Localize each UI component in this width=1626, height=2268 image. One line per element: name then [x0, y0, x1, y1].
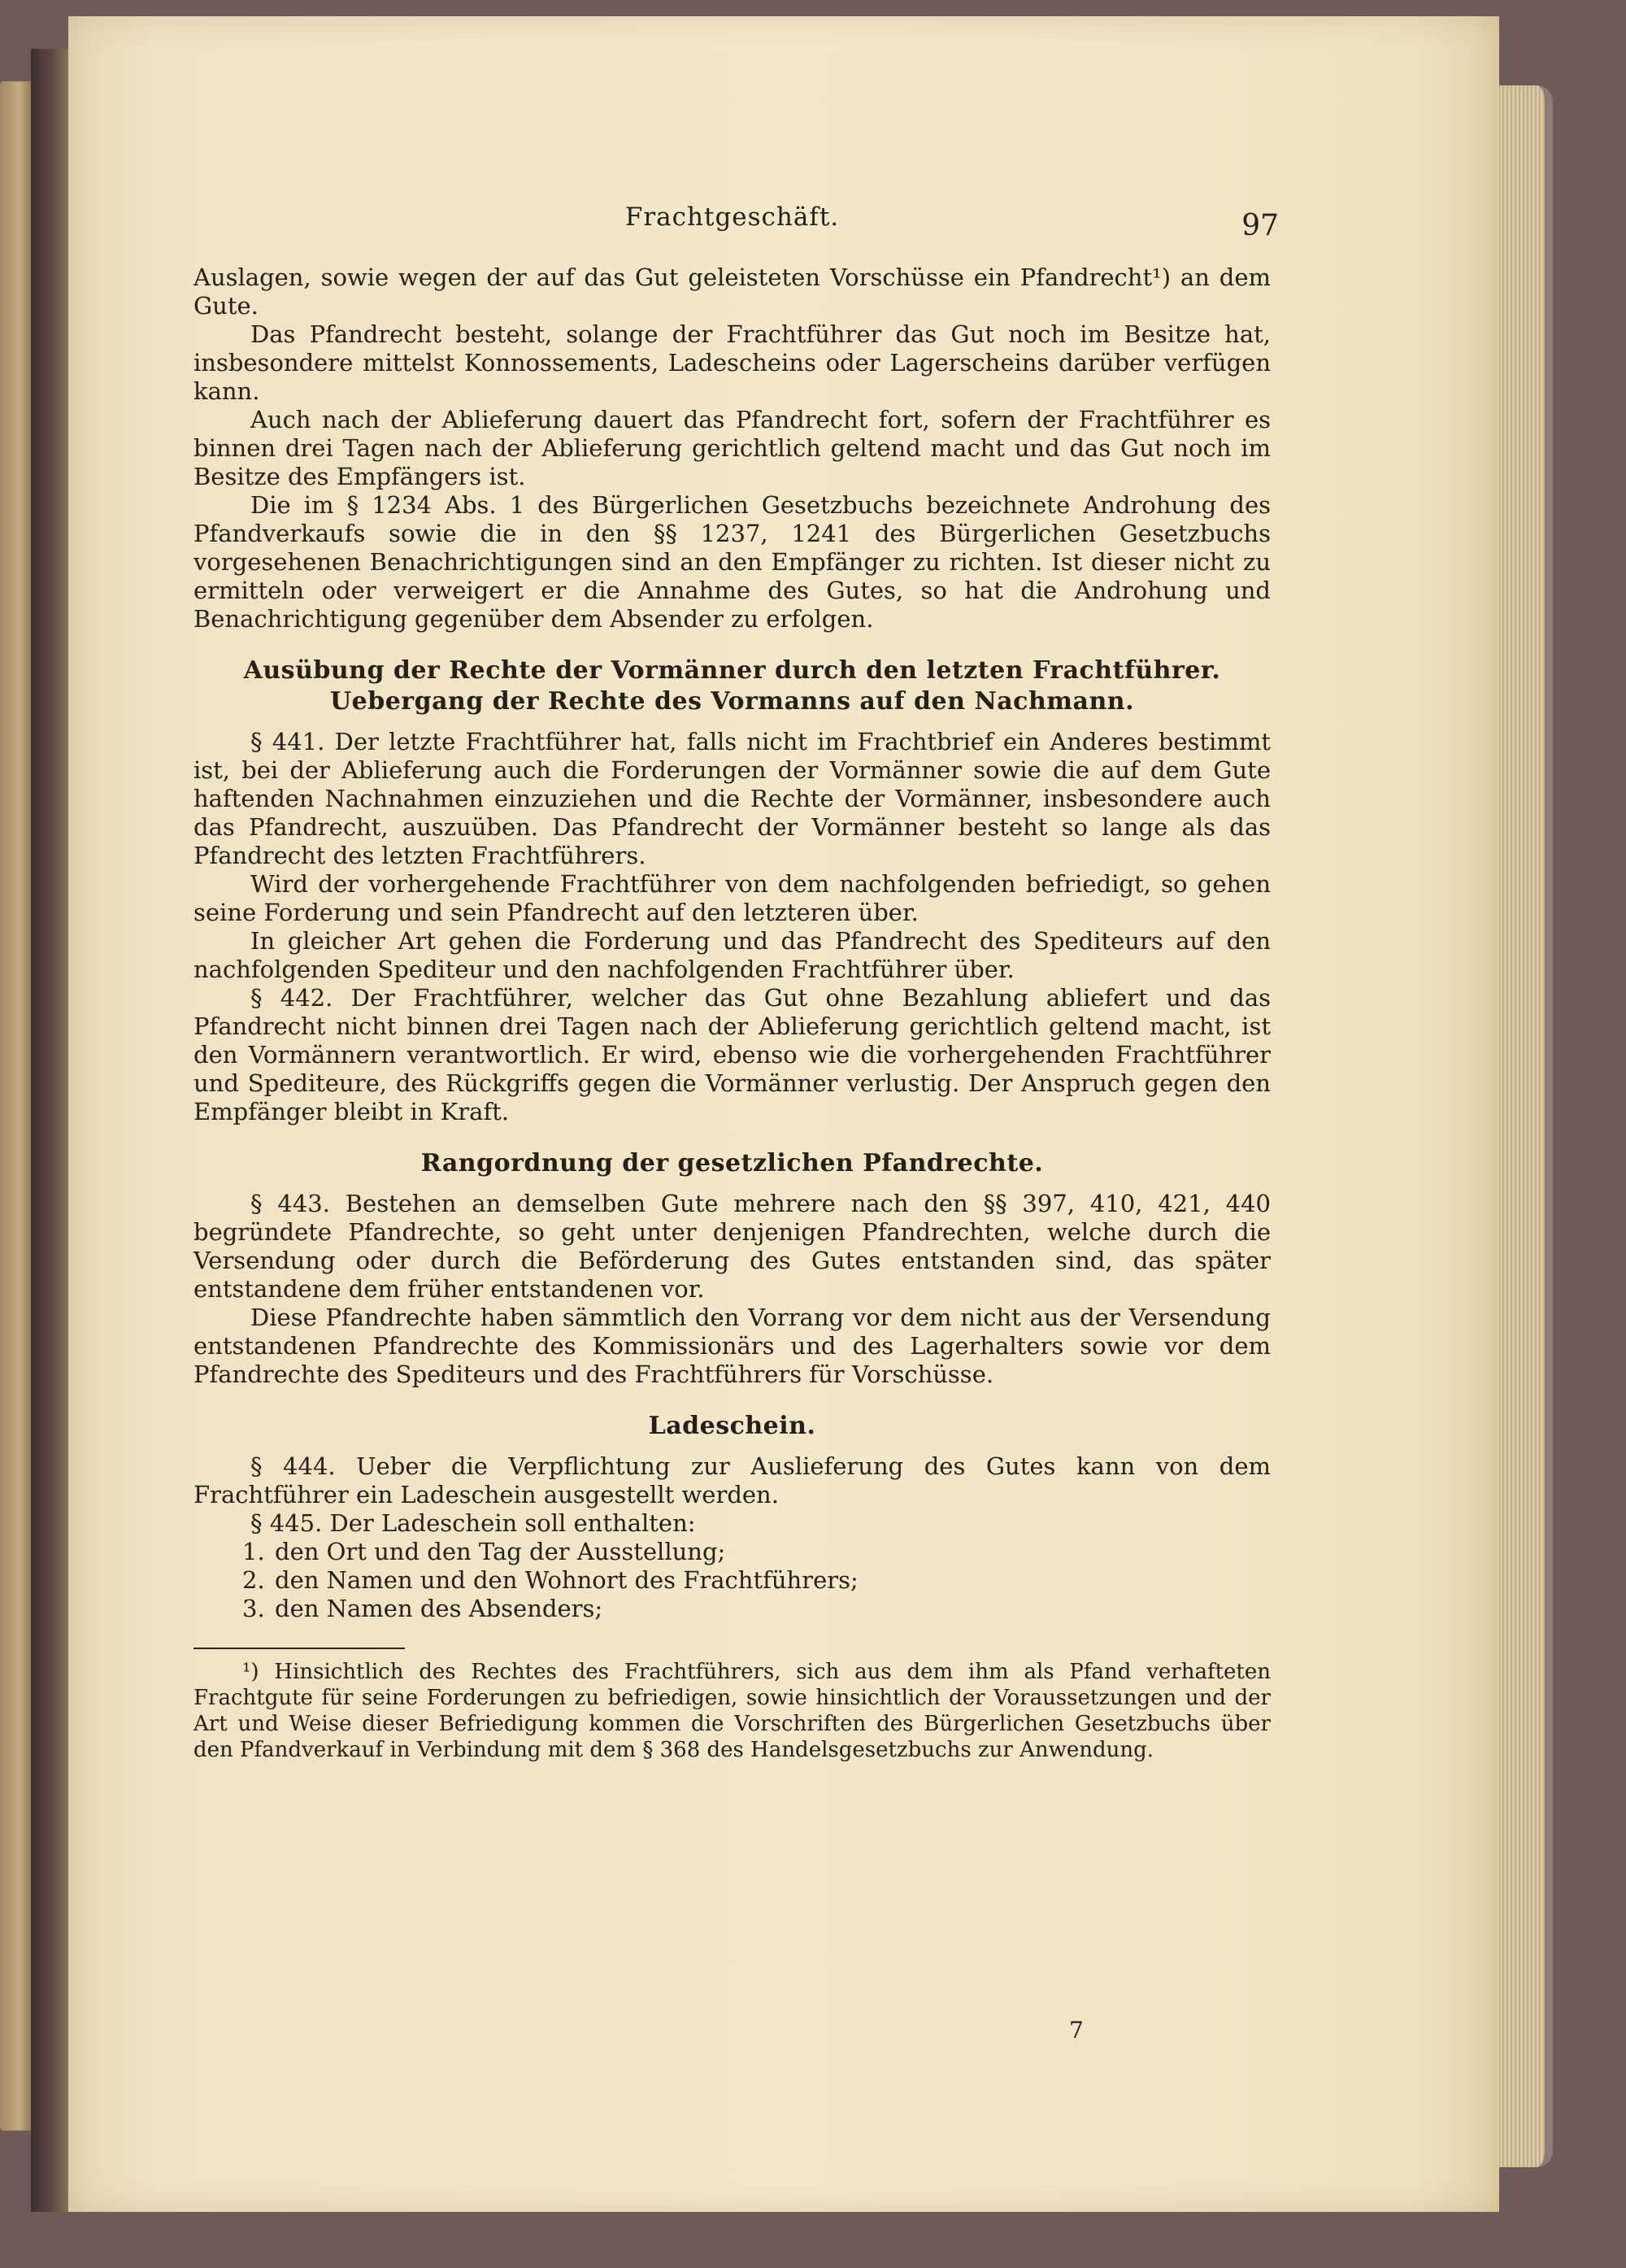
paragraph: Auslagen, sowie wegen der auf das Gut geleisteten Vorschüsse ein Pfandrecht¹) an dem Gute.: [193, 263, 1271, 320]
paragraph: § 441. Der letzte Frachtführer hat, falls nicht im Frachtbrief ein Anderes bestimmt ist, bei der Ablieferung auch die Forderungen der Vormänner sowie die auf dem Gute haftenden Nachnahmen einzuziehen und die Rechte der Vormänner, insbesondere auch das Pfandrecht, auszuüben. Das Pfandrecht der Vormänner besteht so lange als das Pfandrecht des letzten Frachtführers.: [193, 728, 1271, 869]
list-item-text: den Namen und den Wohnort des Frachtführers;: [275, 1566, 859, 1594]
running-head: Frachtgeschäft.: [624, 202, 840, 232]
requirements-list: [193, 1538, 1271, 1623]
page-header: [193, 195, 1279, 252]
list-item-text: den Namen des Absenders;: [275, 1595, 603, 1622]
paragraph: § 444. Ueber die Verpflichtung zur Auslieferung des Gutes kann von dem Frachtführer ein Ladeschein ausgestellt werden.: [193, 1452, 1271, 1508]
paragraph: § 443. Bestehen an demselben Gute mehrere nach den §§ 397, 410, 421, 440 begründete Pfandrechte, so geht unter denjenigen Pfandrechten, welche durch die Versendung oder durch die Beförderung des Gutes entstanden sind, das später entstandene dem früher entstandenen vor.: [193, 1190, 1271, 1303]
footnote-divider: [193, 1648, 405, 1649]
footnote-text: ¹) Hinsichtlich des Rechtes des Frachtführers, sich aus dem ihm als Pfand verhafteten Frachtgute für seine Forderungen zu befriedigen, sowie hinsichtlich der Voraussetzungen und der Art und Weise dieser Befriedigung kommen die Vorschriften des Bürgerlichen Gesetzbuchs über den Pfandverkauf in Verbindung mit dem § 368 des Handelsgesetzbuchs zur Anwendung.: [193, 1660, 1271, 1762]
page-content: [193, 195, 1279, 1763]
facing-page-edge: [0, 81, 33, 2131]
paragraph: In gleicher Art gehen die Forderung und das Pfandrecht des Spediteurs auf den nachfolgenden Spediteur und den nachfolgenden Frachtführer über.: [193, 927, 1271, 983]
paragraph: § 445. Der Ladeschein soll enthalten:: [250, 1509, 696, 1537]
list-item-number: 3.: [242, 1595, 265, 1622]
page-number: 97: [1241, 209, 1279, 242]
list-item: [193, 1538, 1271, 1566]
paragraph: Das Pfandrecht besteht, solange der Frachtführer das Gut noch im Besitze hat, insbesondere mittelst Konnossements, Ladescheins oder Lagerscheins darüber verfügen kann.: [193, 320, 1271, 405]
list-item: [193, 1595, 1271, 1623]
list-item-number: 2.: [242, 1566, 265, 1594]
list-item-text: den Ort und den Tag der Ausstellung;: [275, 1538, 726, 1565]
book-gutter: [31, 49, 72, 2212]
list-item: [193, 1566, 1271, 1595]
paragraph: Wird der vorhergehende Frachtführer von dem nachfolgenden befriedigt, so gehen seine Forderung und sein Pfandrecht auf den letzteren über.: [193, 870, 1271, 926]
footnote: [193, 1659, 1271, 1763]
paragraph: Die im § 1234 Abs. 1 des Bürgerlichen Gesetzbuchs bezeichnete Androhung des Pfandverkaufs sowie die in den §§ 1237, 1241 des Bürgerlichen Gesetzbuchs vorgesehenen Benachrichtigungen sind an den Empfänger zu richten. Ist dieser nicht zu ermitteln oder verweigert er die Annahme des Gutes, so hat die Androhung und Benachrichtigung gegenüber dem Absender zu erfolgen.: [193, 491, 1271, 633]
paragraph: § 442. Der Frachtführer, welcher das Gut ohne Bezahlung abliefert und das Pfandrecht nicht binnen drei Tagen nach der Ablieferung gerichtlich geltend macht, ist den Vormännern verantwortlich. Er wird, ebenso wie die vorhergehenden Frachtführer und Spediteure, des Rückgriffs gegen die Vormänner verlustig. Der Anspruch gegen den Empfänger bleibt in Kraft.: [193, 984, 1271, 1125]
section-heading: Ladeschein.: [648, 1412, 816, 1440]
section-subheading: Uebergang der Rechte des Vormanns auf den Nachmann.: [329, 687, 1135, 716]
paragraph: Auch nach der Ablieferung dauert das Pfandrecht fort, sofern der Frachtführer es binnen drei Tagen nach der Ablieferung gerichtlich geltend macht und das Gut noch im Besitze des Empfängers ist.: [193, 406, 1271, 490]
section-heading: Rangordnung der gesetzlichen Pfandrechte.: [420, 1149, 1044, 1178]
list-item-number: 1.: [242, 1538, 265, 1565]
paragraph: Diese Pfandrechte haben sämmtlich den Vorrang vor dem nicht aus der Versendung entstandenen Pfandrechte des Kommissionärs und des Lagerhalters sowie vor dem Pfandrechte des Spediteurs und des Frachtführers für Vorschüsse.: [193, 1304, 1271, 1388]
section-heading: Ausübung der Rechte der Vormänner durch den letzten Frachtführer.: [243, 656, 1221, 685]
printer-signature-mark: 7: [1069, 2017, 1084, 2044]
